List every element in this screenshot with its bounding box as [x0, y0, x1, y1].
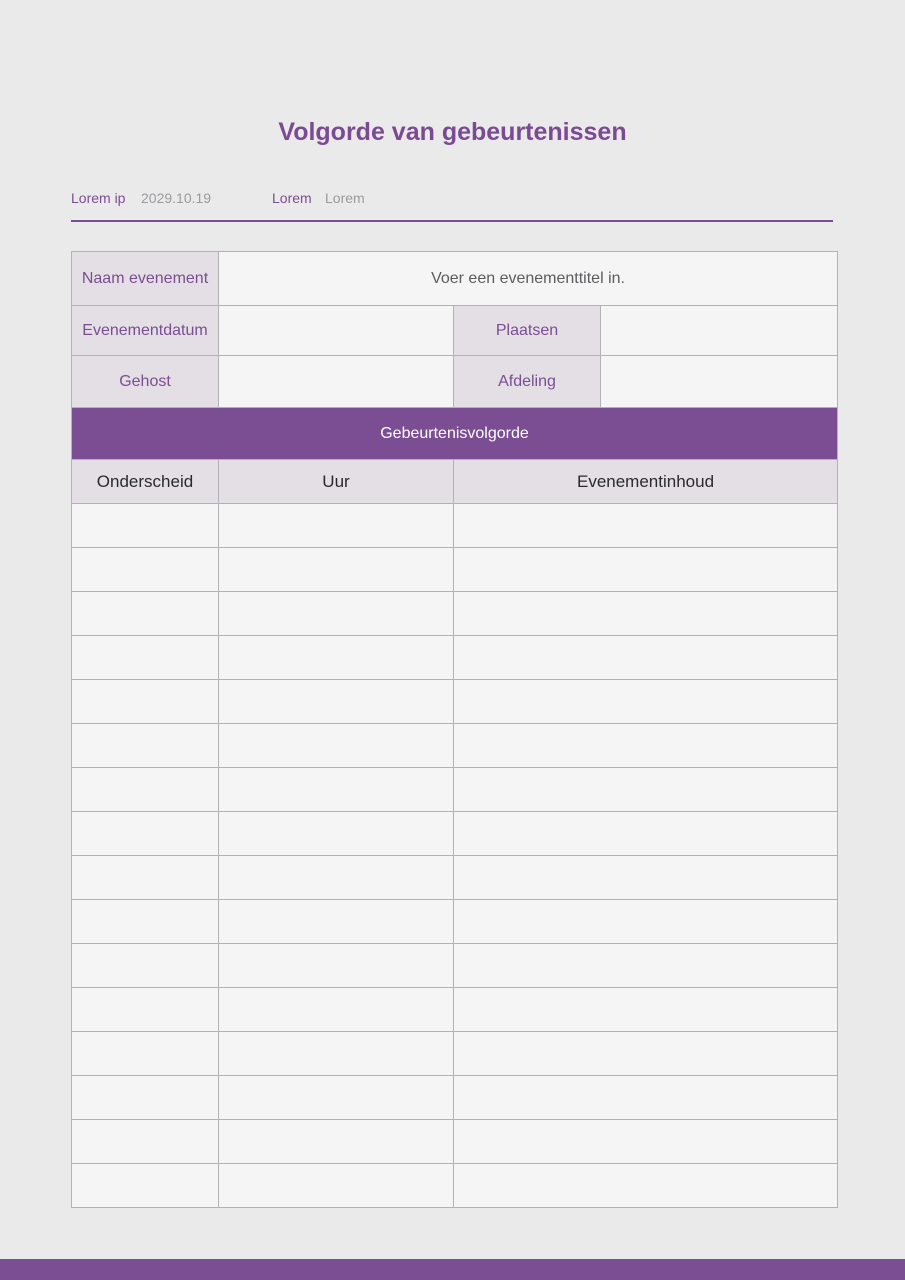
distinction-cell[interactable] [72, 768, 219, 812]
content-cell[interactable] [454, 592, 838, 636]
table-row [72, 592, 838, 636]
content-cell[interactable] [454, 680, 838, 724]
distinction-cell[interactable] [72, 1164, 219, 1208]
content-cell[interactable] [454, 1164, 838, 1208]
table-row [72, 724, 838, 768]
column-header-content: Evenementinhoud [454, 460, 838, 504]
distinction-cell[interactable] [72, 724, 219, 768]
table-row [72, 1120, 838, 1164]
content-cell[interactable] [454, 1120, 838, 1164]
table-row [72, 680, 838, 724]
table-row [72, 812, 838, 856]
hour-cell[interactable] [219, 900, 454, 944]
content-cell[interactable] [454, 812, 838, 856]
hour-cell[interactable] [219, 812, 454, 856]
event-date-field[interactable] [219, 306, 454, 356]
event-sequence-form [71, 251, 838, 1208]
date-value[interactable]: 2029.10.19 [141, 190, 212, 206]
distinction-cell[interactable] [72, 812, 219, 856]
distinction-cell[interactable] [72, 1032, 219, 1076]
hour-cell[interactable] [219, 1076, 454, 1120]
content-cell[interactable] [454, 768, 838, 812]
distinction-cell[interactable] [72, 592, 219, 636]
content-cell[interactable] [454, 724, 838, 768]
table-row [72, 1032, 838, 1076]
hour-cell[interactable] [219, 724, 454, 768]
table-row [72, 988, 838, 1032]
department-label: Afdeling [454, 356, 601, 408]
host-label: Gehost [72, 356, 219, 408]
document-title: Volgorde van gebeurtenissen [278, 118, 627, 146]
hour-cell[interactable] [219, 1120, 454, 1164]
content-cell[interactable] [454, 900, 838, 944]
content-cell[interactable] [454, 504, 838, 548]
meta-line [71, 190, 833, 210]
place-label: Plaatsen [454, 306, 601, 356]
hour-cell[interactable] [219, 592, 454, 636]
date-label: Lorem ip [71, 190, 126, 206]
table-row [72, 548, 838, 592]
table-row [72, 900, 838, 944]
event-name-label: Naam evenement [72, 252, 219, 306]
distinction-cell[interactable] [72, 988, 219, 1032]
hour-cell[interactable] [219, 768, 454, 812]
content-cell[interactable] [454, 988, 838, 1032]
hour-cell[interactable] [219, 636, 454, 680]
distinction-cell[interactable] [72, 680, 219, 724]
table-row [72, 504, 838, 548]
hour-cell[interactable] [219, 988, 454, 1032]
sequence-rows [72, 504, 838, 1208]
distinction-cell[interactable] [72, 944, 219, 988]
department-field[interactable] [601, 356, 838, 408]
hour-cell[interactable] [219, 680, 454, 724]
table-row [72, 1076, 838, 1120]
content-cell[interactable] [454, 856, 838, 900]
distinction-cell[interactable] [72, 636, 219, 680]
hour-cell[interactable] [219, 944, 454, 988]
distinction-cell[interactable] [72, 1076, 219, 1120]
content-cell[interactable] [454, 1076, 838, 1120]
content-cell[interactable] [454, 548, 838, 592]
place-field[interactable] [601, 306, 838, 356]
table-row [72, 944, 838, 988]
table-row [72, 768, 838, 812]
hour-cell[interactable] [219, 548, 454, 592]
second-value[interactable]: Lorem [325, 190, 365, 206]
hour-cell[interactable] [219, 1164, 454, 1208]
section-heading: Gebeurtenisvolgorde [72, 408, 838, 460]
meta-divider [71, 220, 833, 222]
hour-cell[interactable] [219, 856, 454, 900]
content-cell[interactable] [454, 944, 838, 988]
distinction-cell[interactable] [72, 1120, 219, 1164]
distinction-cell[interactable] [72, 900, 219, 944]
host-field[interactable] [219, 356, 454, 408]
distinction-cell[interactable] [72, 504, 219, 548]
hour-cell[interactable] [219, 504, 454, 548]
column-header-distinction: Onderscheid [72, 460, 219, 504]
table-row [72, 1164, 838, 1208]
hour-cell[interactable] [219, 1032, 454, 1076]
content-cell[interactable] [454, 1032, 838, 1076]
table-row [72, 636, 838, 680]
column-header-hour: Uur [219, 460, 454, 504]
table-row [72, 856, 838, 900]
distinction-cell[interactable] [72, 856, 219, 900]
content-cell[interactable] [454, 636, 838, 680]
second-label: Lorem [272, 190, 312, 206]
event-date-label: Evenementdatum [72, 306, 219, 356]
distinction-cell[interactable] [72, 548, 219, 592]
footer-bar [0, 1259, 905, 1280]
event-name-field[interactable]: Voer een evenementtitel in. [219, 252, 838, 306]
